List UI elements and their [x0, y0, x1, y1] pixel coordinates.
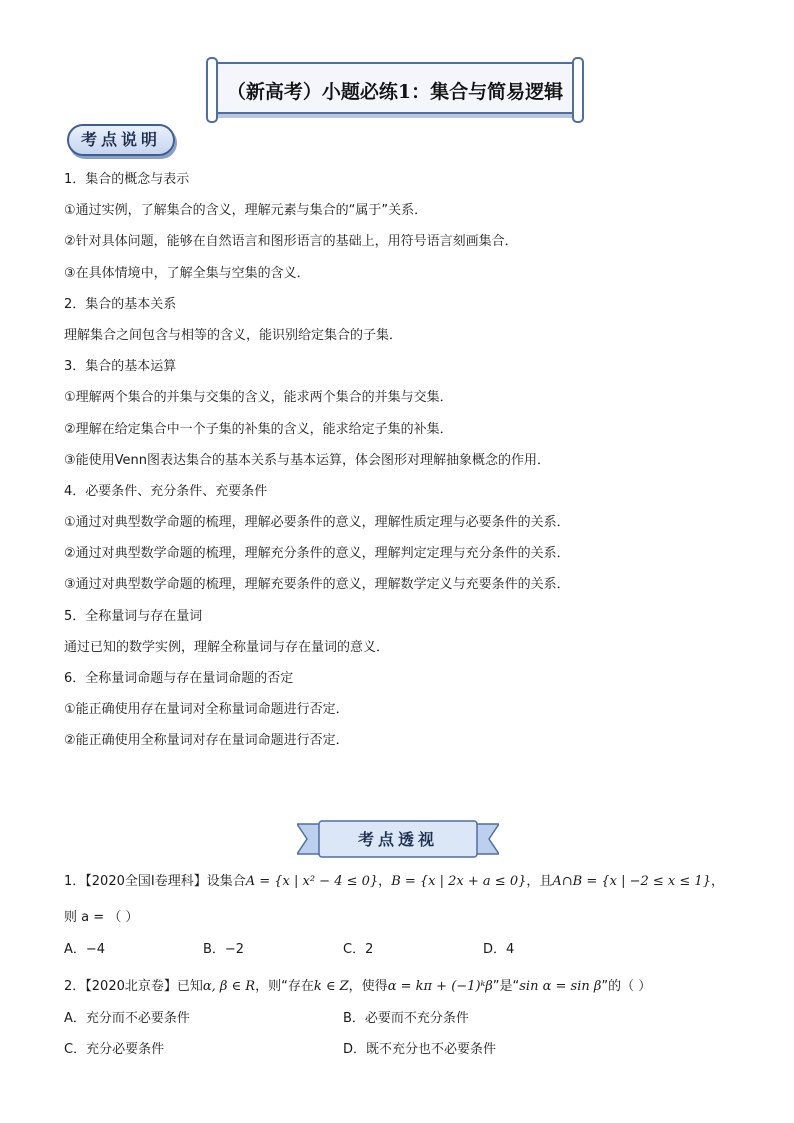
question-1-ask: 则 a = （ ）	[64, 910, 139, 925]
q1-option-b: B．−2	[203, 942, 245, 957]
syllabus-line: 3．集合的基本运算	[64, 359, 177, 375]
q2-option-d: D．既不充分也不必要条件	[343, 1042, 497, 1057]
q2-end: ”的（ ）	[601, 979, 652, 994]
q2-given: α, β ∈ R	[202, 979, 256, 994]
question-1-stem	[64, 870, 724, 889]
q2-mid: ，则“存在	[255, 979, 314, 994]
syllabus-line: ②理解在给定集合中一个子集的补集的含义，能求给定子集的补集．	[64, 421, 453, 437]
q1-set-b: B = {x | 2x + a ≤ 0}	[391, 874, 527, 889]
page-title: （新高考）小题必练1：集合与简易逻辑	[226, 81, 564, 103]
syllabus-line: 理解集合之间包含与相等的含义，能识别给定集合的子集．	[64, 327, 403, 343]
syllabus-line: ①通过对典型数学命题的梳理，理解必要条件的意义，理解性质定理与必要条件的关系．	[64, 515, 570, 531]
q2-mid2: ，使得	[348, 979, 388, 994]
q2-k-in-z: k ∈ Z	[313, 979, 349, 994]
question-2-stem	[64, 975, 651, 994]
q2-formula2: sin α = sin β	[519, 979, 602, 994]
q2-formula: α = kπ + (−1)ᵏβ	[387, 979, 493, 994]
syllabus-line: 6．全称量词命题与存在量词命题的否定	[64, 671, 294, 686]
syllabus-line: 2．集合的基本关系	[64, 296, 177, 312]
section-banner-kaodian-toushi	[297, 820, 499, 858]
q1-set-a: A = {x | x² − 4 ≤ 0}	[245, 874, 379, 889]
q1-prefix: 1．【2020全国Ⅰ卷理科】设集合	[64, 874, 246, 889]
syllabus-line: ③能使用Venn图表达集合的基本关系与基本运算，体会图形对理解抽象概念的作用．	[64, 452, 551, 468]
syllabus-line: 通过已知的数学实例，理解全称量词与存在量词的意义．	[64, 639, 390, 655]
syllabus-line: ①能正确使用存在量词对全称量词命题进行否定．	[64, 702, 349, 718]
section-badge-kaodian-shuoming: 考点说明	[67, 124, 175, 156]
syllabus-line: ②通过对典型数学命题的梳理，理解充分条件的意义，理解判定定理与充分条件的关系．	[64, 546, 570, 562]
banner-label: 考点透视	[357, 830, 438, 849]
q2-option-a: A．充分而不必要条件	[64, 1011, 190, 1026]
syllabus-line: ②针对具体问题，能够在自然语言和图形语言的基础上，用符号语言刻画集合．	[64, 234, 518, 250]
q1-intersection: A∩B = {x | −2 ≤ x ≤ 1}	[552, 874, 711, 889]
q1-option-c: C．2	[343, 942, 374, 957]
q1-sep1: ，	[378, 874, 392, 889]
q1-sep2: ，且	[526, 874, 553, 889]
q1-end: ，	[710, 874, 724, 889]
syllabus-line: 5．全称量词与存在量词	[64, 608, 203, 624]
syllabus-list	[64, 171, 744, 764]
q1-option-a: A．−4	[64, 942, 106, 957]
q2-prefix: 2．【2020北京卷】已知	[64, 979, 203, 994]
q2-option-b: B．必要而不充分条件	[343, 1011, 469, 1026]
syllabus-line: 4．必要条件、充分条件、充要条件	[64, 483, 268, 499]
q2-mid3: ”是“	[492, 979, 520, 994]
syllabus-line: 1．集合的概念与表示	[64, 172, 190, 187]
q2-option-c: C．充分必要条件	[64, 1042, 165, 1057]
syllabus-line: ①理解两个集合的并集与交集的含义，能求两个集合的并集与交集．	[64, 390, 453, 406]
syllabus-line: ③通过对典型数学命题的梳理，理解充要条件的意义，理解数学定义与充要条件的关系．	[64, 577, 570, 593]
syllabus-line: ②能正确使用全称量词对存在量词命题进行否定．	[64, 733, 349, 749]
title-scroll	[213, 62, 577, 114]
q1-option-d: D．4	[483, 942, 515, 957]
syllabus-line: ①通过实例，了解集合的含义，理解元素与集合的“属于”关系．	[64, 203, 428, 219]
syllabus-line: ③在具体情境中，了解全集与空集的含义．	[64, 265, 310, 281]
